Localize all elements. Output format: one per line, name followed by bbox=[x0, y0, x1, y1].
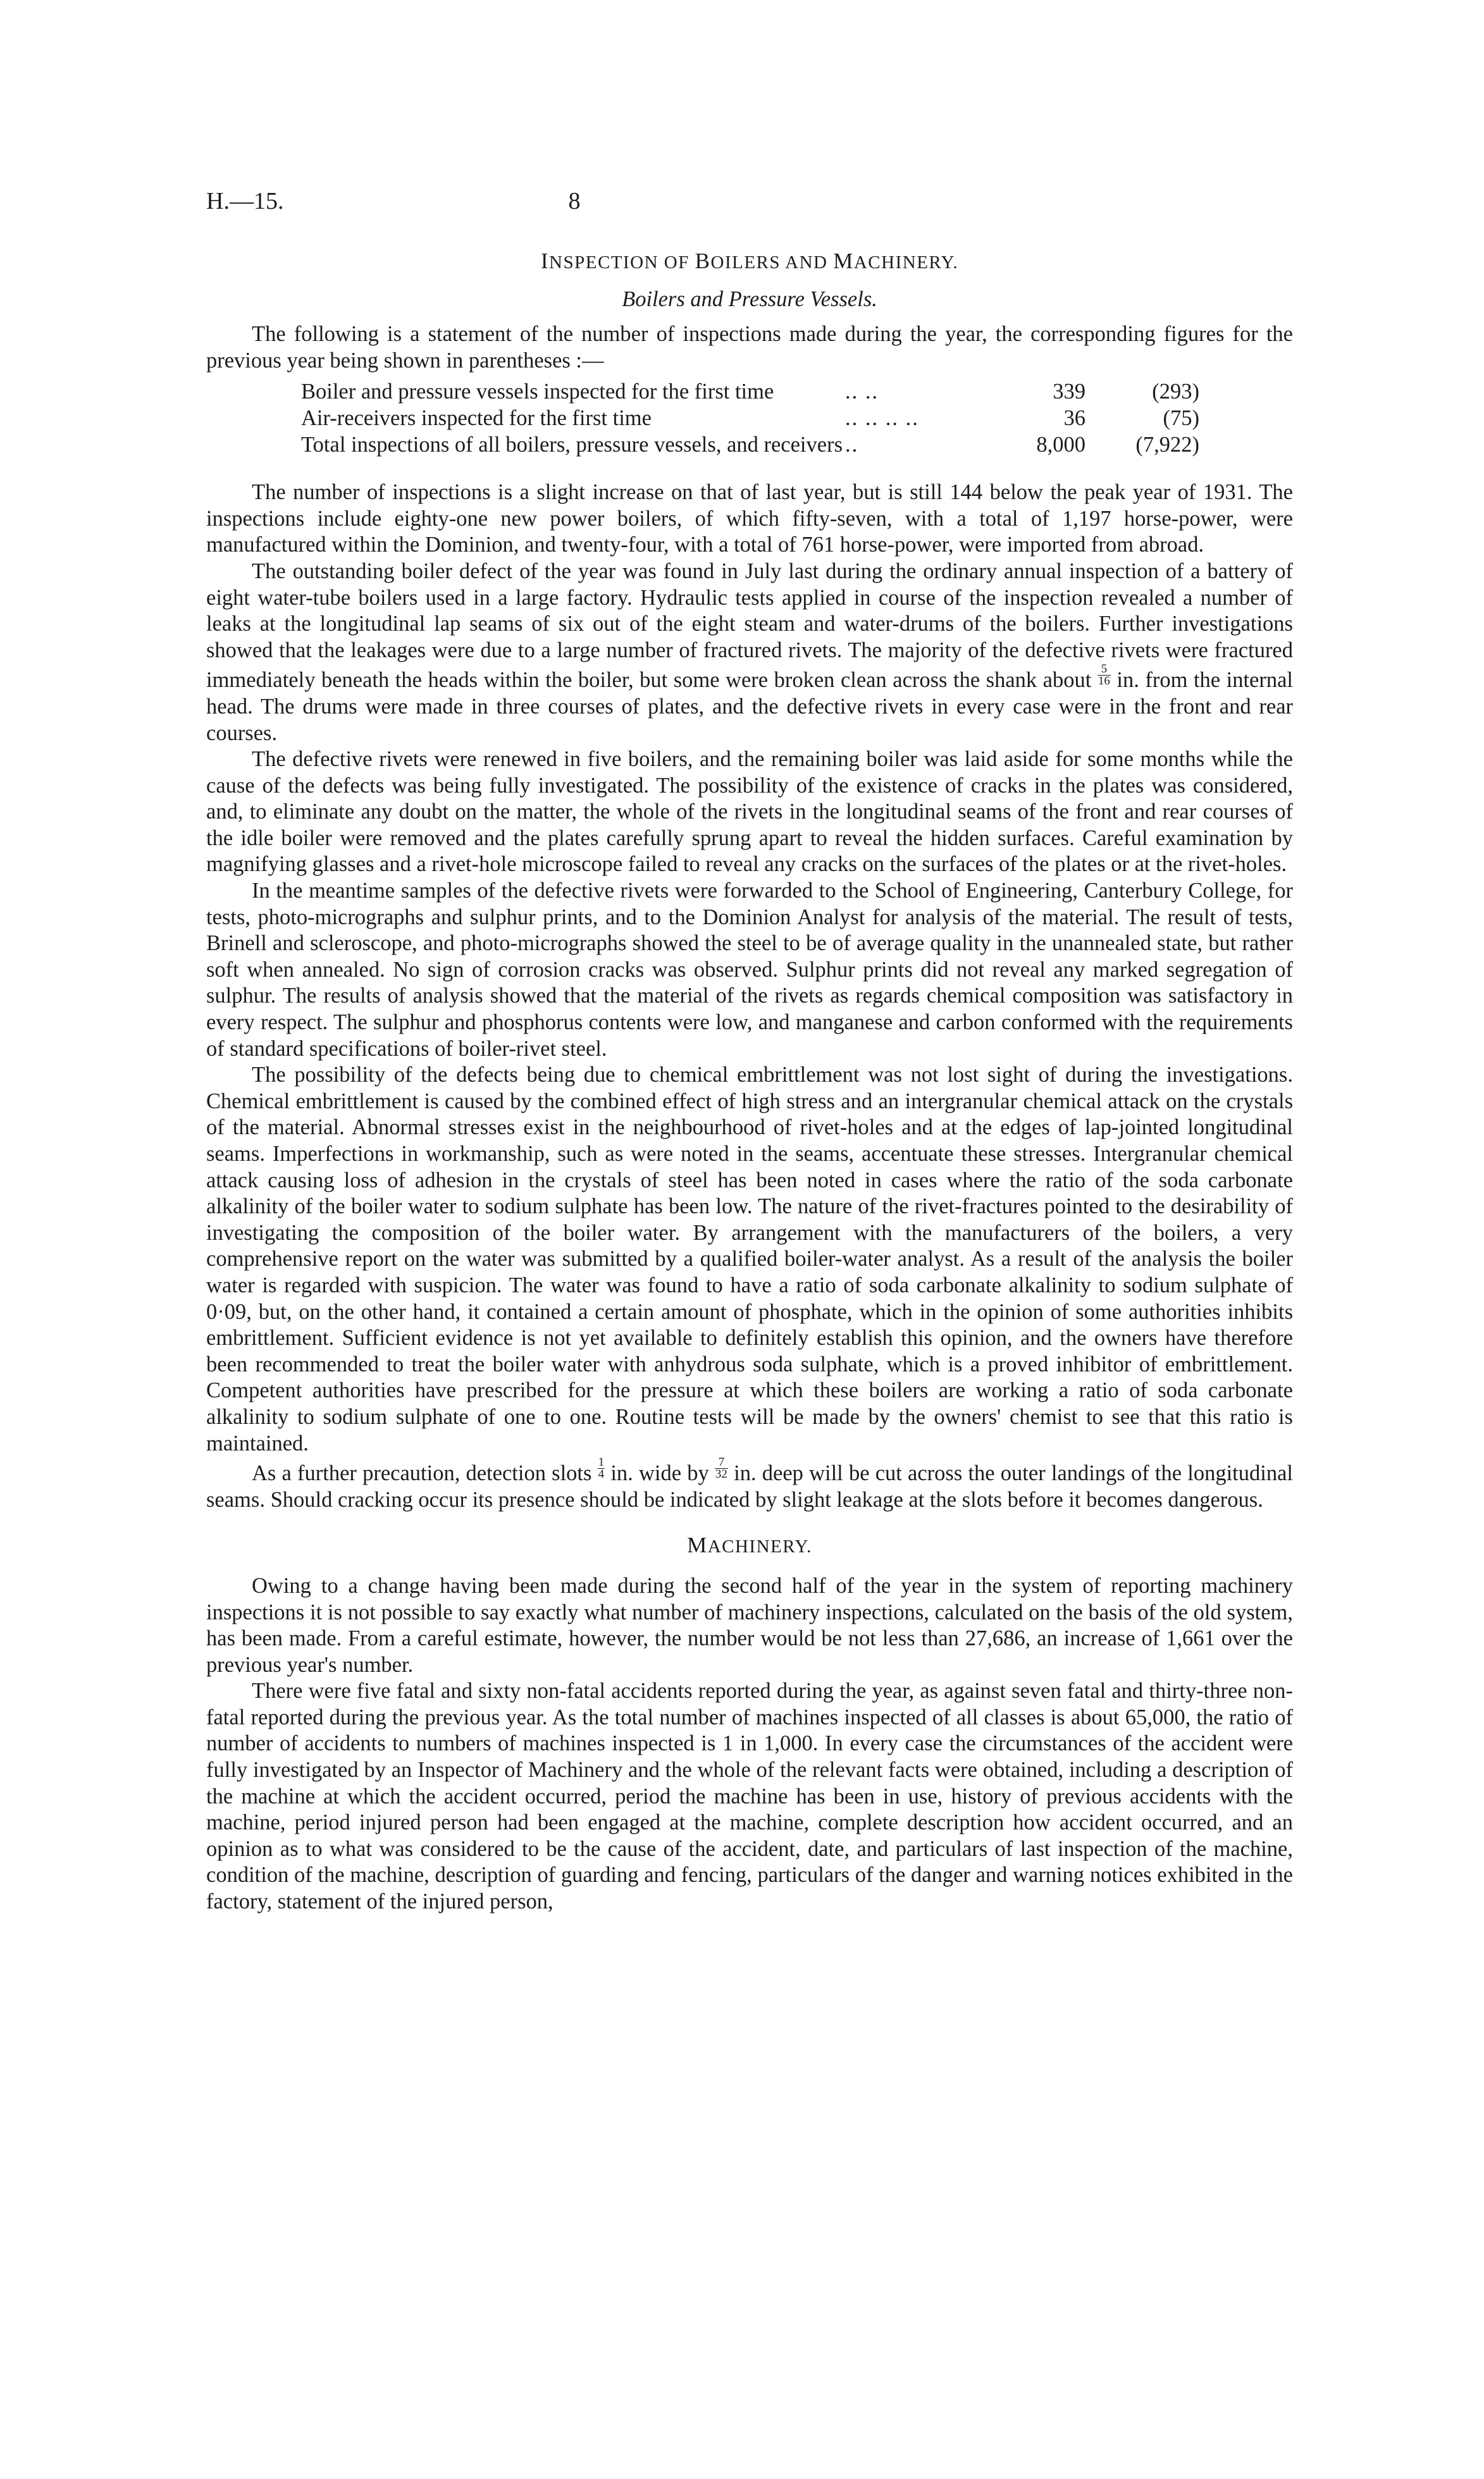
stats-label: Total inspections of all boilers, pressure vessels, and receivers bbox=[301, 432, 843, 457]
section-title-inspection bbox=[206, 248, 1293, 276]
paragraph-detection-slots bbox=[206, 1457, 1293, 1513]
fraction-denominator: 32 bbox=[715, 1468, 727, 1481]
page-number: 8 bbox=[568, 188, 581, 214]
paragraph-embrittlement: The possibility of the defects being due to chemical embrittlement was not lost sight of during the investigations. Chemical embrittlement is caused by the combined effect of high stress and an intergranular chemical attack on the crystals of the material. Abnormal stresses exist in the neighbourhood of rivet-holes and at the edges of lap-jointed longitudinal seams. Imperfections in workmanship, such as were noted in the seams, accentuate these stresses. Intergranular chemical attack causing loss of adhesion in the crystals of steel has been noted in cases where the ratio of the soda carbonate alkalinity of the boiler water to sodium sulphate has been low. The nature of the rivet-fractures pointed to the desirability of investigating the composition of the boiler water. By arrangement with the manufacturers of the boilers, a very comprehensive report on the water was submitted by a qualified boiler-water analyst. As a result of the analysis the boiler water is regarded with suspicion. The water was found to have a ratio of soda carbonate alkalinity to sodium sulphate of 0·09, but, on the other hand, it contained a certain amount of phosphate, which in the opinion of some authorities inhibits embrittlement. Sufficient evidence is not yet available to definitely establish this opinion, and the owners have therefore been recommended to treat the boiler water with anhydrous soda sulphate, which is a proved inhibitor of embrittlement. Competent authorities have prescribed for the pressure at which these boilers are working a ratio of soda carbonate alkalinity to sodium sulphate of one to one. Routine tests will be made by the owners' chemist to see that this ratio is maintained. bbox=[206, 1063, 1293, 1456]
paragraph-machinery-inspections: Owing to a change having been made during the second half of the year in the system of reporting machinery inspections it is not possible to say exactly what number of machinery inspections, calculated on the basis of the old system, has been made. From a careful estimate, however, the number would be not less than 27,686, an increase of 1,661 over the previous year's number. bbox=[206, 1573, 1293, 1677]
fraction-denominator: 4 bbox=[598, 1468, 605, 1481]
title-cap-i: I bbox=[540, 249, 550, 273]
paragraph-accidents: There were five fatal and sixty non-fatal accidents reported during the year, as against seven fatal and thirty-three non-fatal reported during the previous year. As the total number of machines inspected of all classes is about 65,000, the ratio of number of accidents to numbers of machines inspected is 1 in 1,000. In every case the circumstances of the accident were fully investigated by an Inspector of Machinery and the whole of the relevant facts were obtained, including a description of the machine at which the accident occurred, period the machine has been in use, history of previous accidents with the machine, period injured person had been engaged at the machine, complete description how accident occurred, and an opinion as to what was considered to be the cause of the accident, date, and particulars of last inspection of the machine, condition of the machine, description of guarding and fencing, particulars of the danger and warning notices exhibited in the factory, statement of the injured person, bbox=[206, 1679, 1293, 1914]
stats-leader-dots: .. bbox=[845, 432, 859, 457]
stats-current-value: 8,000 bbox=[1036, 432, 1085, 457]
paragraph-boiler-defect bbox=[206, 559, 1293, 746]
stats-previous-value: (7,922) bbox=[1135, 432, 1199, 457]
fraction-denominator: 16 bbox=[1098, 674, 1110, 688]
page-header bbox=[206, 187, 1278, 225]
paragraph-rivets-renewed: The defective rivets were renewed in five boilers, and the remaining boiler was laid aside for some months while the cause of the defects was being fully investigated. The possibility of the existence of cracks in the plates was considered, and, to eliminate any doubt on the matter, the whole of the rivets in the longitudinal seams of the front and rear courses of the idle boiler were removed and the plates carefully sprung apart to reveal the hidden surfaces. Careful examination by magnifying glasses and a rivet-hole microscope failed to reveal any cracks on the surfaces of the plates or at the rivet-holes. bbox=[206, 747, 1293, 877]
paragraph-text: in. from the internal head. The drums were made in three courses of plates, and the defective rivets in every case were in the front and rear courses. bbox=[206, 668, 1293, 745]
stats-current-value: 339 bbox=[1053, 380, 1085, 404]
stats-current-value: 36 bbox=[1063, 405, 1085, 430]
stats-leader-dots: .. .. .. .. bbox=[845, 405, 919, 430]
stats-row bbox=[301, 432, 1199, 459]
paragraph-text: As a further precaution, detection slots bbox=[252, 1461, 598, 1486]
intro-paragraph: The following is a statement of the number of inspections made during the year, the corresponding figures for the previous year being shown in parentheses :— bbox=[206, 322, 1293, 373]
document-code: H.—15. bbox=[206, 188, 284, 214]
title-part-2: OILERS AND bbox=[710, 252, 834, 273]
paragraph-text: in. wide by bbox=[605, 1461, 715, 1486]
fraction-1-4 bbox=[598, 1457, 605, 1480]
paragraph-text: The outstanding boiler defect of the year was found in July last during the ordinary annual inspection of a battery of eight water-tube boilers used in a large factory. Hydraulic tests applied in course of the inspection revealed a number of leaks at the longitudinal lap seams of six out of the eight steam and water-drums of the boilers. Further investigations showed that the leakages were due to a large number of fractured rivets. The majority of the defective rivets were fractured immediately beneath the heads within the boiler, but some were broken clean across the shank about bbox=[206, 559, 1293, 693]
fraction-numerator: 1 bbox=[598, 1456, 605, 1469]
paragraph-inspection-count: The number of inspections is a slight increase on that of last year, but is still 144 below the peak year of 1931. The inspections include eighty-one new power boilers, of which fifty-seven, with a total of 1,197 horse-power, were manufactured within the Dominion, and twenty-four, with a total of 761 horse-power, were imported from abroad. bbox=[206, 480, 1293, 557]
section-title-machinery bbox=[206, 1532, 1293, 1561]
stats-row bbox=[301, 379, 1199, 405]
title-part: ACHINERY. bbox=[707, 1536, 812, 1557]
paragraph-text: in. deep will be cut across the outer landings of the longitudinal seams. Should cracking occur its presence should be indicated by slight leakage at the slots before it becomes dangerous. bbox=[206, 1461, 1293, 1512]
stats-previous-value: (75) bbox=[1163, 405, 1199, 430]
stats-label: Air-receivers inspected for the first time bbox=[301, 405, 652, 430]
fraction-5-16 bbox=[1098, 664, 1111, 687]
title-part-1: NSPECTION OF bbox=[549, 252, 695, 273]
title-cap-m: M bbox=[833, 249, 854, 273]
inspection-stats-table bbox=[301, 379, 1199, 458]
subsection-title-boilers: Boilers and Pressure Vessels. bbox=[622, 287, 877, 311]
paragraph-samples-analysis: In the meantime samples of the defective rivets were forwarded to the School of Engineering, Canterbury College, for tests, photo-micrographs and sulphur prints, and to the Dominion Analyst for analysis of the material. The result of tests, Brinell and scleroscope, and photo-micrographs showed the steel to be of average quality in the unannealed state, but rather soft when annealed. No sign of corrosion cracks was observed. Sulphur prints did not reveal any marked segregation of sulphur. The results of analysis showed that the material of the rivets as regards chemical composition was satisfactory in every respect. The sulphur and phosphorus contents were low, and manganese and carbon conformed with the requirements of standard specifications of boiler-rivet steel. bbox=[206, 879, 1293, 1061]
title-part-3: ACHINERY. bbox=[853, 252, 959, 273]
fraction-numerator: 5 bbox=[1098, 664, 1111, 676]
stats-row bbox=[301, 405, 1199, 432]
fraction-numerator: 7 bbox=[715, 1457, 728, 1469]
title-cap-m: M bbox=[687, 1533, 708, 1558]
stats-previous-value: (293) bbox=[1152, 380, 1199, 404]
fraction-7-32 bbox=[715, 1457, 728, 1480]
stats-label: Boiler and pressure vessels inspected for the first time bbox=[301, 380, 774, 404]
title-cap-b: B bbox=[695, 249, 711, 273]
stats-leader-dots: .. .. bbox=[845, 380, 879, 404]
page-body bbox=[206, 248, 1293, 1915]
